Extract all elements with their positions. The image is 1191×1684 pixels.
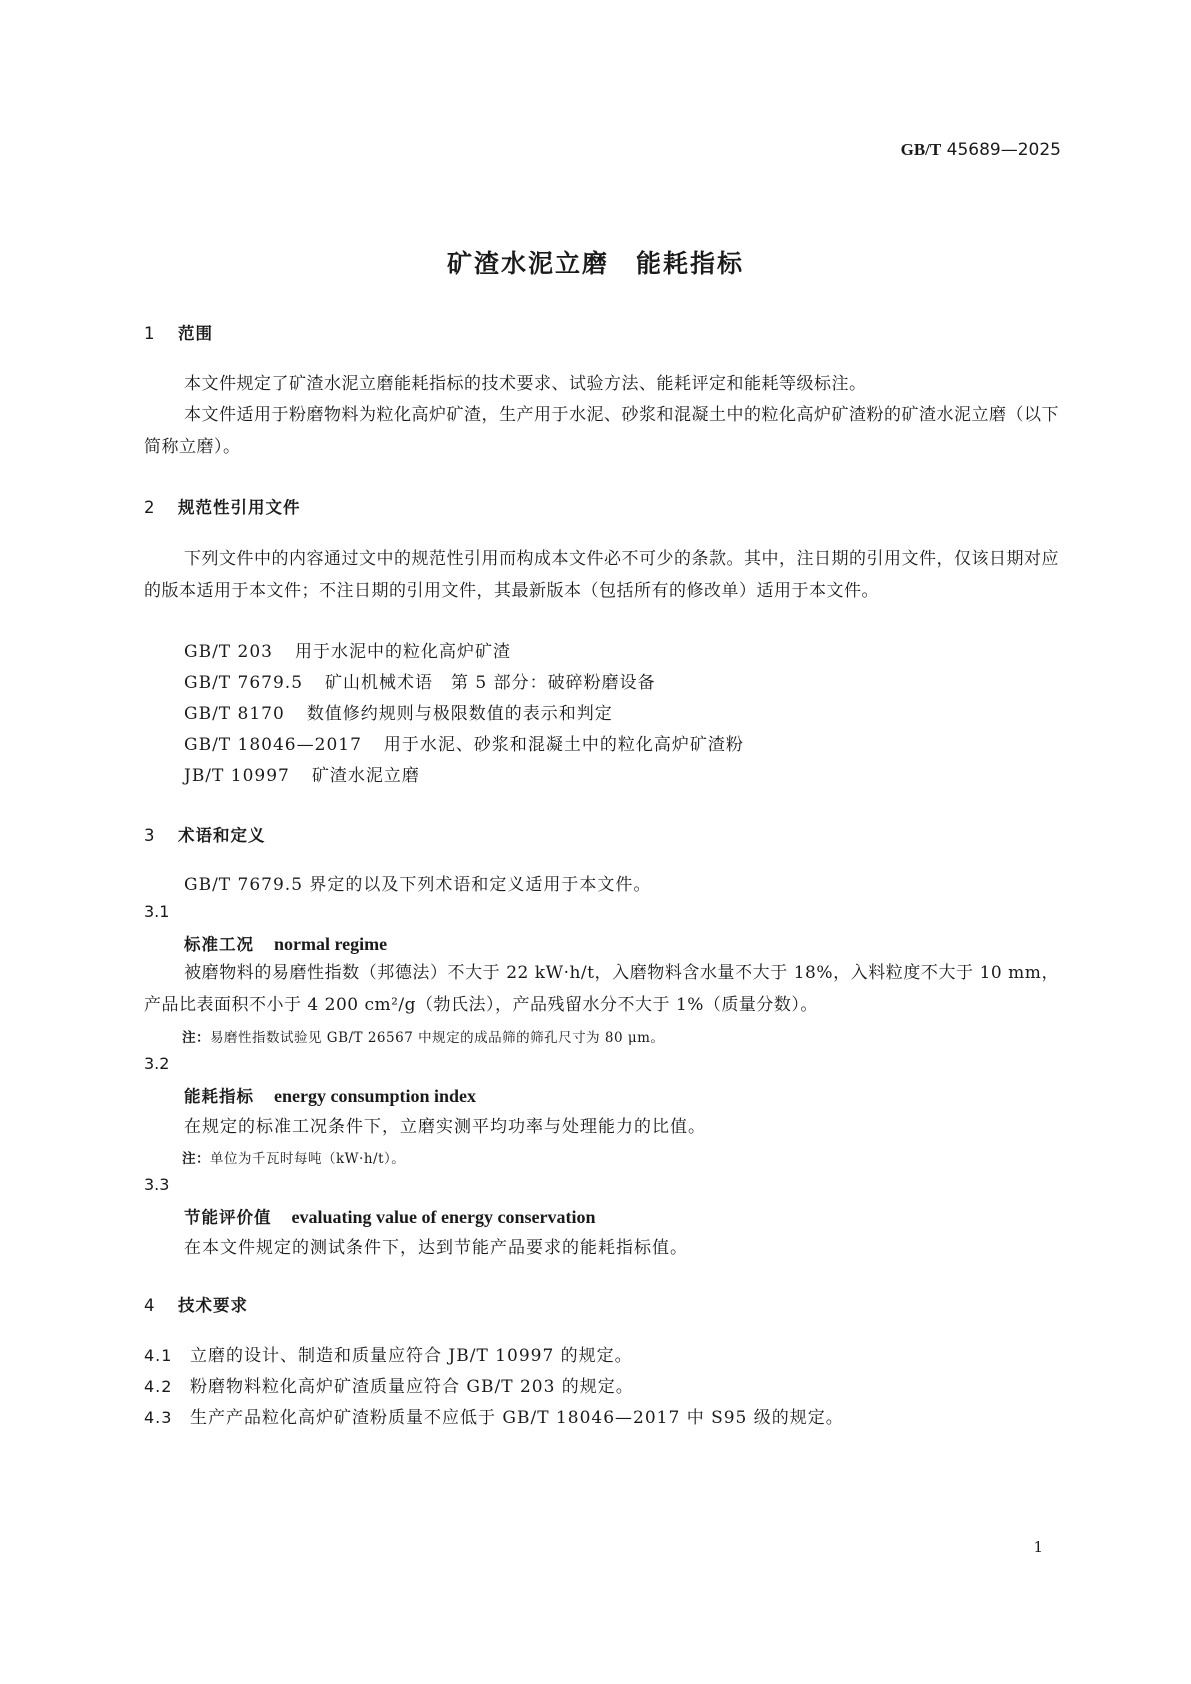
section-1-paragraph-2: 本文件适用于粉磨物料为粒化高炉矿渣，生产用于水泥、砂浆和混凝土中的粒化高炉矿渣粉的矿渣水泥立磨（以下简称立磨）。 bbox=[144, 405, 1059, 457]
section-3-heading: 3 术语和定义 bbox=[144, 826, 266, 845]
term-definition: 被磨物料的易磨性指数（邦德法）不大于 22 kW·h/t，入磨物料含水量不大于 18%，入料粒度不大于 10 mm，产品比表面积不小于 4 200 cm²/g（勃氏法），产品残留水分不大于 1%（质量分数）。 bbox=[144, 963, 1059, 1015]
normative-reference: GB/T 8170 数值修约规则与极限数值的表示和判定 bbox=[184, 704, 613, 724]
requirement-item: 4.1 立磨的设计、制造和质量应符合 JB/T 10997 的规定。 bbox=[144, 1346, 633, 1366]
normative-reference: GB/T 18046—2017 用于水泥、砂浆和混凝土中的粒化高炉矿渣粉 bbox=[184, 735, 744, 755]
standard-code: GB/T 45689—2025 bbox=[900, 140, 1061, 160]
term-definition: 在本文件规定的测试条件下，达到节能产品要求的能耗指标值。 bbox=[184, 1238, 688, 1258]
page-number: 1 bbox=[1033, 1538, 1043, 1556]
term-heading: 标准工况 normal regime bbox=[184, 934, 388, 954]
normative-reference: JB/T 10997 矿渣水泥立磨 bbox=[184, 766, 420, 786]
term-heading: 能耗指标 energy consumption index bbox=[184, 1086, 477, 1106]
normative-reference: GB/T 203 用于水泥中的粒化高炉矿渣 bbox=[184, 642, 511, 662]
section-2-paragraph-1: 下列文件中的内容通过文中的规范性引用而构成本文件必不可少的条款。其中，注日期的引用文件，仅该日期对应的版本适用于本文件；不注日期的引用文件，其最新版本（包括所有的修改单）适用于本文件。 bbox=[144, 549, 1059, 601]
section-4-heading: 4 技术要求 bbox=[144, 1296, 248, 1315]
requirement-item: 4.3 生产产品粒化高炉矿渣粉质量不应低于 GB/T 18046—2017 中 S95 级的规定。 bbox=[144, 1408, 844, 1428]
document-title: 矿渣水泥立磨 能耗指标 bbox=[446, 249, 744, 278]
term-heading: 节能评价值 evaluating value of energy conservation bbox=[184, 1207, 596, 1227]
term-definition: 在规定的标准工况条件下，立磨实测平均功率与处理能力的比值。 bbox=[184, 1117, 706, 1137]
clause-number: 3.3 bbox=[144, 1175, 170, 1194]
section-2-heading: 2 规范性引用文件 bbox=[144, 498, 301, 517]
clause-number: 3.1 bbox=[144, 902, 170, 921]
normative-reference: GB/T 7679.5 矿山机械术语 第 5 部分：破碎粉磨设备 bbox=[184, 673, 656, 693]
clause-number: 3.2 bbox=[144, 1054, 170, 1073]
term-note: 注：单位为千瓦时每吨（kW·h/t）。 bbox=[182, 1151, 406, 1167]
term-note: 注：易磨性指数试验见 GB/T 26567 中规定的成品筛的筛孔尺寸为 80 μm。 bbox=[182, 1030, 665, 1046]
section-1-paragraph-1: 本文件规定了矿渣水泥立磨能耗指标的技术要求、试验方法、能耗评定和能耗等级标注。 bbox=[184, 374, 867, 394]
section-1-heading: 1 范围 bbox=[144, 324, 213, 343]
section-3-intro: GB/T 7679.5 界定的以及下列术语和定义适用于本文件。 bbox=[184, 875, 652, 895]
requirement-item: 4.2 粉磨物料粒化高炉矿渣质量应符合 GB/T 203 的规定。 bbox=[144, 1377, 634, 1397]
